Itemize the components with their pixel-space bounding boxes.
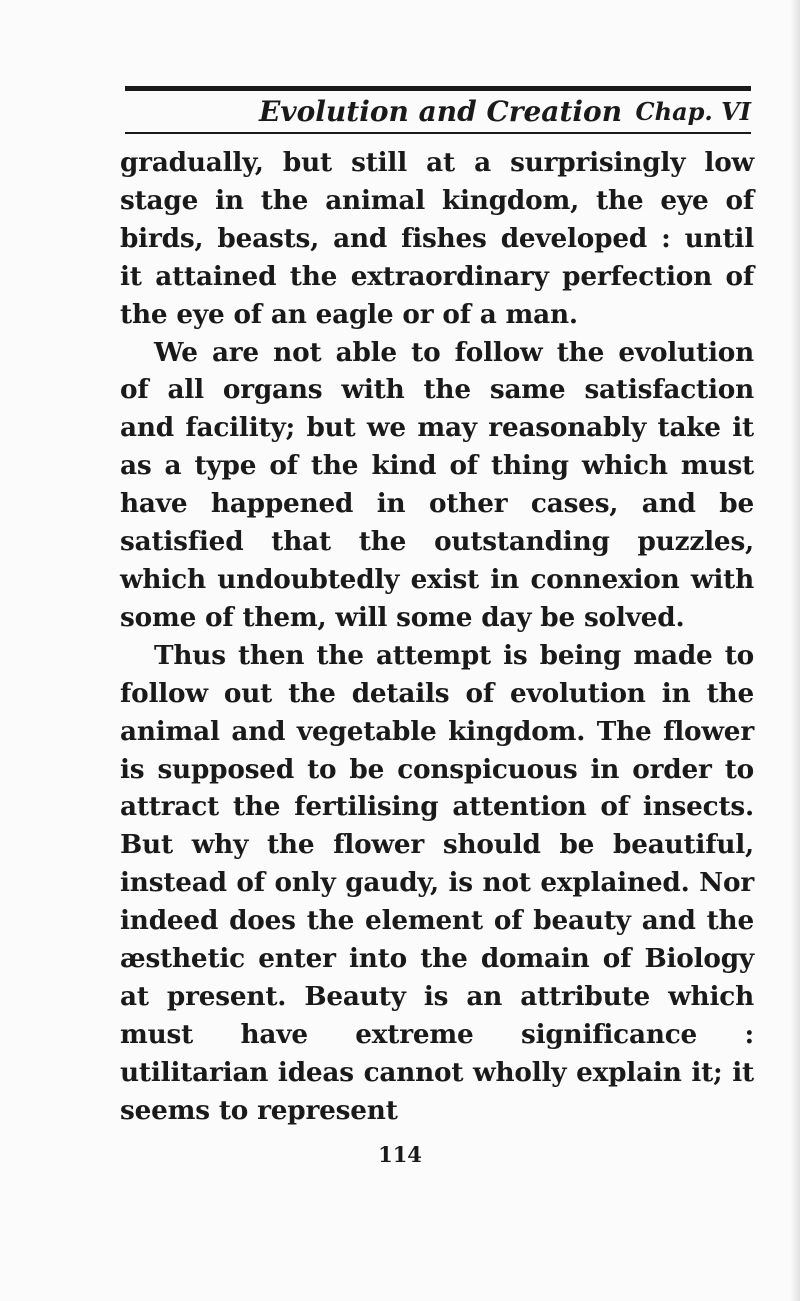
header-rule-bottom bbox=[125, 132, 751, 134]
running-head-chapter: Chap. VI bbox=[635, 97, 751, 126]
header-rule-top bbox=[125, 86, 751, 91]
body-text bbox=[120, 144, 754, 1130]
page-number: 114 bbox=[378, 1142, 422, 1167]
paragraph-1: gradually, but still at a surprisingly low stage in the animal kingdom, the eye of birds, beasts, and fishes developed : until it attained the extraordinary perfection of the eye of an eagle or of a man. bbox=[120, 147, 754, 330]
running-head bbox=[125, 94, 751, 134]
paragraph-2: We are not able to follow the evolution of all organs with the same satisfaction and facility; but we may reasonably take it as a type of the kind of thing which must have happened in other cases, and be satisfied that the outstanding puzzles, which undoubtedly exist in connexion with some of them, will some day be solved. bbox=[120, 336, 754, 633]
paragraph-3: Thus then the attempt is being made to follow out the details of evolution in the animal and vegetable kingdom. The flower is supposed to be conspicuous in order to attract the fertilising attention of insects. But why the flower should be beautiful, instead of only gaudy, is not explained. Nor indeed does the element of beauty and the æsthetic enter into the domain of Biology at present. Beauty is an attribute which must have extreme significance : utilitarian ideas cannot wholly explain it; it seems to represent bbox=[120, 639, 754, 1126]
page-edge-shadow bbox=[790, 0, 800, 1301]
running-head-title: Evolution and Creation bbox=[259, 95, 623, 128]
